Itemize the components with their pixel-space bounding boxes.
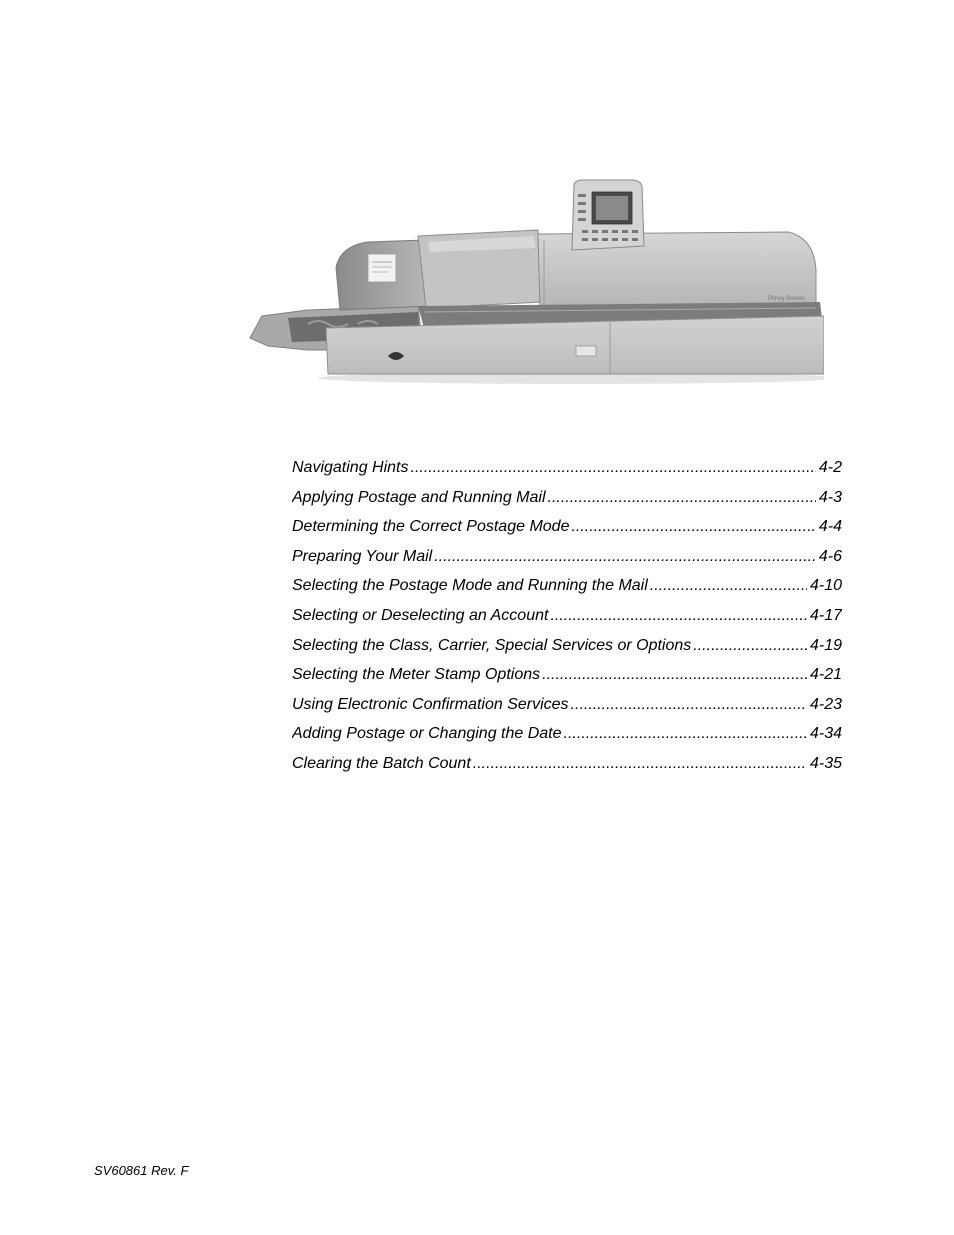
toc-dot-leader: [693, 634, 807, 658]
toc-entry-title: Adding Postage or Changing the Date: [292, 725, 562, 743]
toc-entry-page: 4-35: [809, 754, 842, 772]
toc-entry-title: Selecting the Meter Stamp Options: [292, 666, 541, 684]
toc-dot-leader: [564, 722, 807, 746]
toc-dot-leader: [548, 486, 816, 510]
toc-dot-leader: [473, 752, 807, 776]
toc-dot-leader: [411, 456, 816, 480]
toc-entry[interactable]: [292, 604, 842, 634]
toc-entry-page: 4-34: [809, 725, 842, 743]
toc-dot-leader: [434, 545, 816, 569]
toc-entry-title: Navigating Hints: [292, 459, 409, 476]
toc-entry[interactable]: [292, 515, 842, 545]
toc-dot-leader: [571, 515, 815, 539]
table-of-contents: [292, 456, 842, 782]
toc-entry-page: 4-21: [809, 666, 842, 684]
toc-entry-page: 4-17: [809, 606, 842, 624]
toc-entry-page: 4-19: [809, 636, 842, 654]
toc-entry[interactable]: [292, 693, 842, 723]
toc-entry-page: 4-4: [818, 518, 842, 536]
toc-entry-title: Selecting the Class, Carrier, Special Services or Options: [292, 636, 692, 654]
toc-entry-page: 4-23: [809, 695, 842, 713]
toc-dot-leader: [550, 604, 807, 628]
toc-entry[interactable]: [292, 634, 842, 664]
toc-entry-title: Determining the Correct Postage Mode: [292, 518, 570, 536]
toc-entry[interactable]: [292, 456, 842, 486]
brand-mark: Pitney Bowes: [768, 296, 805, 302]
toc-entry-title: Selecting or Deselecting an Account: [292, 606, 549, 624]
toc-dot-leader: [542, 663, 807, 687]
toc-entry-title: Preparing Your Mail: [292, 547, 433, 565]
toc-entry-title: Using Electronic Confirmation Services: [292, 695, 569, 713]
toc-dot-leader: [650, 574, 807, 598]
toc-entry-page: 4-3: [818, 488, 842, 506]
document-revision-footer: SV60861 Rev. F: [94, 1163, 189, 1178]
toc-entry[interactable]: [292, 663, 842, 693]
toc-entry[interactable]: [292, 722, 842, 752]
toc-entry-title: Selecting the Postage Mode and Running the Mail: [292, 577, 648, 595]
toc-entry[interactable]: [292, 545, 842, 575]
toc-dot-leader: [571, 693, 807, 717]
toc-entry-title: Applying Postage and Running Mail: [292, 488, 546, 506]
toc-entry[interactable]: [292, 574, 842, 604]
toc-entry[interactable]: [292, 486, 842, 516]
mailing-machine-photo: [248, 178, 824, 384]
toc-entry-page: 4-2: [818, 459, 842, 476]
toc-entry-page: 4-10: [809, 577, 842, 595]
toc-entry-title: Clearing the Batch Count: [292, 754, 471, 772]
toc-entry[interactable]: [292, 752, 842, 782]
toc-entry-page: 4-6: [818, 547, 842, 565]
